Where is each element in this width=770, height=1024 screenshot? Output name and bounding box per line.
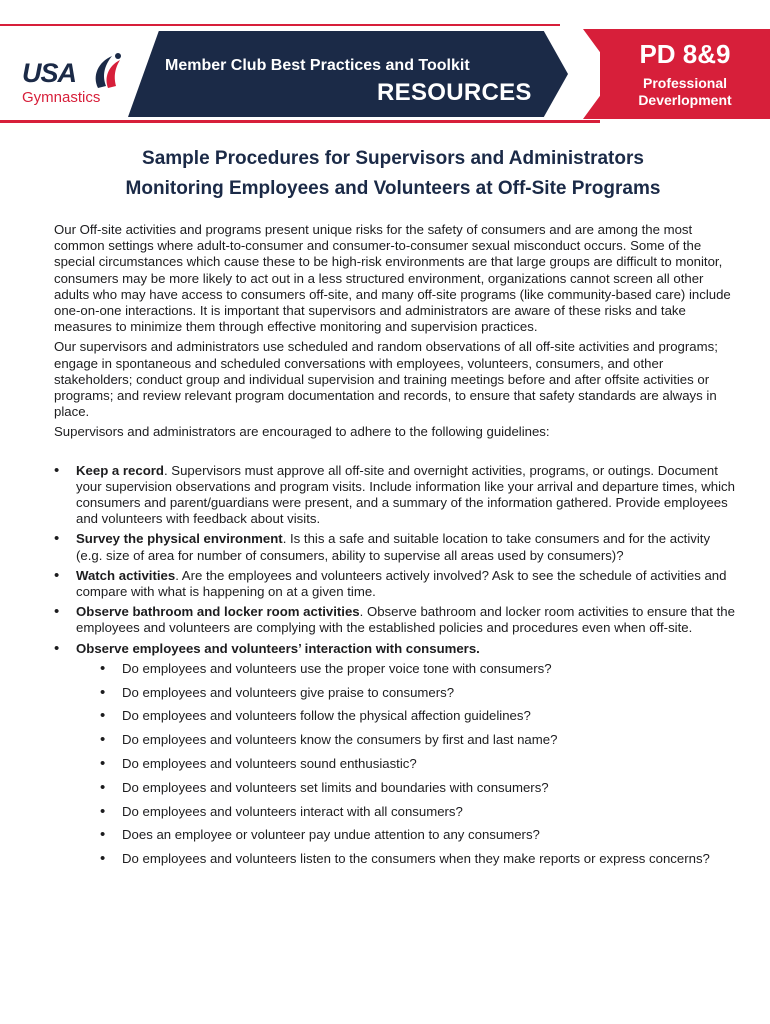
question-item: • Do employees and volunteers set limits and boundaries with consumers? — [76, 780, 736, 796]
practices-paragraph: Our supervisors and administrators use scheduled and random observations of all off-site activities and programs; engage in spontaneous and scheduled conversations with employees, volunteers, consumers, and other stakeholders; conduct group and individual supervision and training meetings before and after offsite activities or programs; and review relevant program documentation and records, to ensure that safety standards are always in place. — [54, 339, 718, 420]
header-bottom-rule — [0, 120, 600, 123]
title-line-2: Monitoring Employees and Volunteers at Off-Site Programs — [125, 178, 661, 199]
question-item: • Do employees and volunteers give praise to consumers? — [76, 685, 736, 701]
badge-code: PD 8&9 — [639, 39, 731, 69]
guideline-text: . Is this a safe and suitable location to take consumers and for the activity (e.g. size of area for number of consumers, ability to supervise all areas used by consumers)? — [76, 531, 711, 563]
question-item: • Does an employee or volunteer pay undue attention to any consumers? — [76, 827, 736, 843]
badge-line-2: Deverlopment — [638, 92, 732, 108]
question-item: • Do employees and volunteers know the consumers by first and last name? — [76, 732, 736, 748]
document-body — [54, 222, 736, 875]
question-item: • Do employees and volunteers listen to the consumers when they make reports or express concerns? — [76, 851, 736, 867]
guideline-heading: Keep a record — [76, 462, 164, 478]
guidelines-list — [54, 463, 736, 868]
usa-gymnastics-logo — [20, 44, 130, 114]
header-title: RESOURCES — [377, 79, 532, 106]
question-item: • Do employees and volunteers follow the physical affection guidelines? — [76, 708, 736, 724]
guideline-heading: Survey the physical environment — [76, 531, 283, 547]
guideline-text: . Supervisors must approve all off-site and overnight activities, programs, or outings. Document your supervision observations and program visits. Include information like your arrival and departure times, which consumers and parent/guardians were present, and a summary of the information gathered. Provide employees and volunteers with feedback about visits. — [76, 462, 735, 527]
logo-gymnastics-text: Gymnastics — [22, 89, 101, 106]
guideline-item — [54, 641, 736, 868]
question-item: • Do employees and volunteers interact with all consumers? — [76, 804, 736, 820]
title-line-1: Sample Procedures for Supervisors and Administrators — [142, 148, 644, 169]
guideline-heading: Observe employees and volunteers’ interaction with consumers. — [76, 640, 480, 656]
logo-usa-text: USA — [22, 58, 77, 88]
guideline-item — [54, 604, 736, 636]
intro-paragraph: Our Off-site activities and programs present unique risks for the safety of consumers and are among the most common settings where adult-to-consumer and consumer-to-consumer sexual misconduct occurs. Some of the special circumstances which cause these to be high-risk environments are that large groups are difficult to monitor, consumers may be more likely to act out in a less structured environment, organizations cannot screen all other adults who may have access to consumers off-site, and many off-site programs (like community-based care) include one-on-one interactions. It is important that supervisors and administrators are aware of these risks and take measures to minimize them through effective monitoring and supervision practices. — [54, 222, 731, 335]
document-title — [50, 144, 736, 204]
guideline-item — [54, 568, 736, 600]
gymnast-swoosh-icon — [90, 52, 126, 92]
guideline-text: . Observe bathroom and locker room activities to ensure that the employees and volunteers are complying with the established policies and procedures even when off-site. — [76, 604, 735, 636]
header-top-rule — [0, 24, 560, 26]
header-banner — [0, 24, 770, 124]
question-item: • Do employees and volunteers sound enthusiastic? — [76, 756, 736, 772]
interaction-questions-list — [76, 661, 736, 868]
header-subtitle: Member Club Best Practices and Toolkit — [165, 57, 470, 74]
guideline-heading: Watch activities — [76, 567, 176, 583]
question-item: • Do employees and volunteers use the proper voice tone with consumers? — [76, 661, 736, 677]
guidelines-intro: Supervisors and administrators are encouraged to adhere to the following guidelines: — [54, 424, 550, 440]
guideline-item — [54, 463, 736, 528]
guideline-item — [54, 531, 736, 563]
badge-line-1: Professional — [642, 75, 728, 91]
guideline-text: . Are the employees and volunteers actively involved? Ask to see the schedule of activities and compare with what is happening on at a given time. — [76, 567, 727, 600]
guideline-heading: Observe bathroom and locker room activities — [76, 604, 360, 620]
